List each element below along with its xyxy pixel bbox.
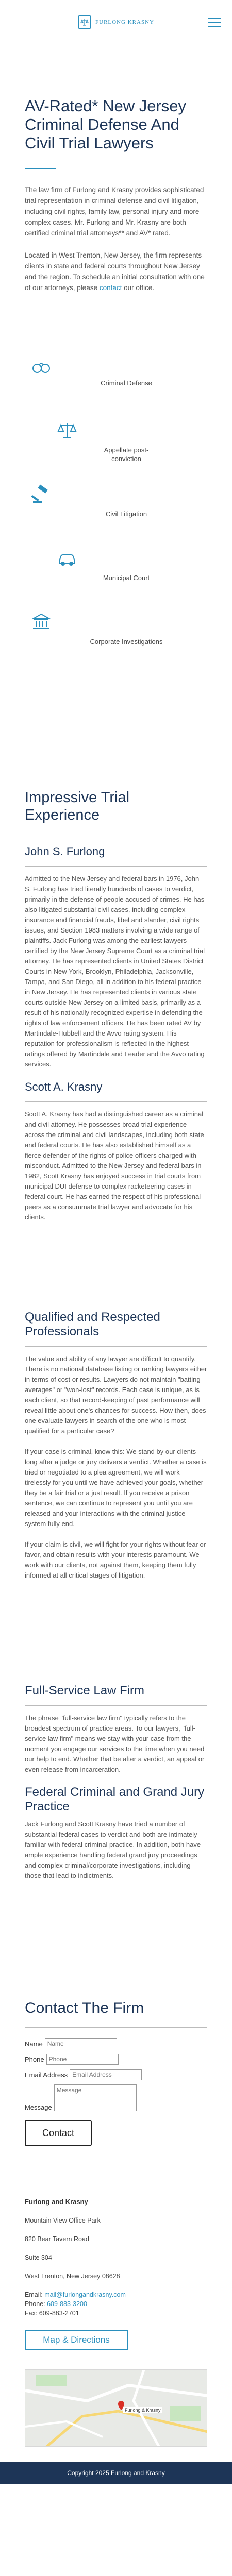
hero-paragraph-1: The law firm of Furlong and Krasny provides sophisticated trial representation in criminal defense and civil litigation, including civil rights, family law, personal injury and more complex cases. Mr. Furlong and Mr. Krasny are both certified criminal trial attorneys** and AV* rated.	[25, 186, 204, 237]
email-label: Email Address	[25, 2071, 68, 2079]
divider	[25, 1346, 207, 1347]
gavel-icon	[31, 484, 52, 504]
contact-title: Contact The Firm	[25, 1999, 144, 2016]
practice-label: Corporate Investigations	[90, 638, 163, 646]
message-label: Message	[25, 2104, 52, 2111]
qualified-section	[0, 1253, 232, 1612]
name-row	[25, 2038, 207, 2049]
practice-label: Criminal Defense	[101, 379, 152, 387]
federal-practice-title: Federal Criminal and Grand Jury Practice	[25, 1785, 205, 1814]
divider	[25, 866, 207, 867]
practice-item-corporate-investigations[interactable]	[21, 612, 211, 658]
qualified-title: Qualified and Respected Professionals	[25, 1310, 160, 1338]
qualified-paragraph-3: If your claim is civil, we will fight for your rights without fear or favor, and obtain results with your interests paramount. We work with our clients, not against them, keeping them fully informed at all critical stages of litigation.	[25, 1540, 206, 1579]
fax-line	[25, 2309, 207, 2318]
car-icon	[57, 548, 77, 568]
trial-experience-section	[0, 706, 232, 1253]
email-line	[25, 2290, 207, 2299]
location-map[interactable]	[25, 2369, 207, 2447]
name-label: Name	[25, 2040, 43, 2048]
scales-icon	[57, 420, 77, 440]
trial-title: Impressive Trial Experience	[25, 789, 130, 823]
hero-divider	[25, 168, 56, 169]
phone-label: Phone	[25, 2055, 44, 2063]
firm-name: Furlong and Krasny	[25, 2198, 88, 2206]
practice-areas	[0, 325, 232, 706]
full-service-paragraph-1: The phrase "full-service law firm" typically refers to the broadest spectrum of practice areas. To our lawyers, "full-service law firm" means we stay with your case from the moment you engage our services to the time when you need our help to end. Whether that be after a verdict, an appeal or even release from incarceration.	[25, 1714, 205, 1773]
fax-text-label: Fax:	[25, 2310, 39, 2317]
hero-title: AV-Rated* New Jersey Criminal Defense And Civil Trial Lawyers	[25, 97, 186, 152]
message-row	[25, 2084, 207, 2111]
federal-practice-paragraph: Jack Furlong and Scott Krasny have tried a number of substantial federal cases to verdict and both are intimately familiar with federal criminal practice. In addition, both have ample experience handling federal grand jury proceedings and complex criminal/corporate investigations, including those that lead to indictments.	[25, 1820, 201, 1879]
qualified-paragraph-1: The value and ability of any lawyer are difficult to quantify. There is no national database listing or ranking lawyers either in terms of cost or results. Lawyers do not maintain "batting averages" or "won-lost" records. Each case is unique, as is each client, so that record-keeping of past performance will reveal little about one's chances for success. How then, does one evaluate lawyers in search of the one who is most qualified for a particular case?	[25, 1355, 207, 1435]
building-icon	[31, 612, 52, 632]
hero-paragraph-2-text: Located in West Trenton, New Jersey, the firm represents clients in state and federal courts throughout New Jersey and the region. To schedule an initial consultation with one of our attorneys, please	[25, 251, 205, 292]
logo-scales-icon	[78, 15, 91, 29]
address-line-1: Mountain View Office Park	[25, 2217, 101, 2224]
attorney-krasny	[25, 1080, 207, 1223]
qualified-paragraph-2: If your case is criminal, know this: We stand by our clients long after a judge or jury delivers a verdict. Whether a case is tried or negotiated to a plea agreement, we will work tirelessly for you until we have achieved your goals, whether they be a fair trial or a just result. If you receive a prison sentence, we can continue to represent you until you are released and your interactions with the criminal justice system fully end.	[25, 1448, 207, 1528]
site-logo[interactable]	[77, 14, 155, 30]
phone-link[interactable]: 609-883-3200	[47, 2300, 87, 2308]
handcuffs-icon	[31, 356, 52, 377]
address-line-2: 820 Bear Tavern Road	[25, 2235, 89, 2243]
hero-section	[0, 45, 232, 325]
divider	[25, 2027, 207, 2028]
address-block	[0, 2162, 232, 2360]
address-line-4: West Trenton, New Jersey 08628	[25, 2273, 120, 2280]
contact-link[interactable]: contact	[99, 284, 122, 292]
phone-line	[25, 2299, 207, 2309]
practice-item-criminal-defense[interactable]	[21, 356, 211, 402]
divider	[25, 1705, 207, 1706]
contact-section	[0, 1912, 232, 2162]
divider	[25, 1101, 207, 1102]
site-header	[0, 0, 232, 45]
phone-row	[25, 2054, 207, 2065]
map-pin-label: Furlong & Krasny	[123, 2407, 162, 2413]
map-directions-button[interactable]: Map & Directions	[25, 2330, 128, 2350]
phone-text-label: Phone:	[25, 2300, 47, 2308]
hero-paragraph-2-tail: our office.	[122, 284, 155, 292]
attorney-bio: Admitted to the New Jersey and federal bars in 1976, John S. Furlong has tried literally hundreds of cases to verdict, primarily in the defense of people accused of crimes. He has also litigated substantial civil cases, including complex insurance and financial frauds, libel and slander, civil rights issues, and Section 1983 matters involving a wide range of plaintiffs. Jack Furlong was among the earliest lawyers certified by the New Jersey Supreme Court as a criminal trial attorney. He has represented clients in United States District Courts in New York, Brooklyn, Philadelphia, Jacksonville, Tampa, and San Diego, all in addition to his federal practice in New Jersey. He has represented clients in various state courts outside New Jersey on a limited basis, primarily as a result of his nationally recognized expertise in defending the rights of law enforcement officers. He has been rated AV by Martindale-Hubbell and the Avvo rating system. His reputation for professionalism is reflected in the highest ratings offered by Martindale and Leader and the Avvo rating services.	[25, 875, 205, 1068]
practice-item-civil-litigation[interactable]	[21, 484, 211, 530]
contact-submit-button[interactable]: Contact	[25, 2120, 92, 2146]
email-input[interactable]	[70, 2069, 142, 2080]
email-link[interactable]: mail@furlongandkrasny.com	[44, 2291, 126, 2298]
full-service-section	[0, 1612, 232, 1912]
email-row	[25, 2069, 207, 2080]
hero-paragraph-2	[25, 250, 207, 293]
attorney-name: John S. Furlong	[25, 845, 105, 858]
copyright-text: Copyright 2025 Furlong and Krasny	[67, 2469, 165, 2477]
message-textarea[interactable]	[54, 2084, 137, 2111]
site-footer	[0, 2462, 232, 2484]
practice-label: Municipal Court	[103, 574, 150, 582]
address-line-3: Suite 304	[25, 2254, 52, 2261]
practice-item-municipal-court[interactable]	[21, 548, 211, 594]
practice-label: Civil Litigation	[105, 510, 147, 518]
logo-text: FURLONG KRASNY	[95, 19, 154, 25]
attorney-furlong	[25, 844, 207, 1070]
full-service-title: Full-Service Law Firm	[25, 1684, 145, 1698]
email-text-label: Email:	[25, 2291, 45, 2298]
practice-item-appellate[interactable]	[21, 420, 211, 466]
fax-number: 609-883-2701	[39, 2310, 79, 2317]
attorney-name: Scott A. Krasny	[25, 1080, 103, 1093]
practice-label: Appellate post-conviction	[104, 446, 149, 463]
phone-input[interactable]	[46, 2054, 119, 2065]
attorney-bio: Scott A. Krasny has had a distinguished career as a criminal and civil attorney. He possesses broad trial experience across the criminal and civil landscapes, including both state and federal courts. He has also established himself as a fierce defender of the rights of police officers charged with misconduct. Admitted to the New Jersey and federal bars in 1982, Scott Krasny has enjoyed success in trial courts from municipal DUI defense to complex racketeering cases in federal court. He has earned the respect of his professional peers as a consummate trial lawyer and advocate for his clients.	[25, 1110, 204, 1221]
name-input[interactable]	[45, 2038, 117, 2049]
hamburger-menu-icon[interactable]	[208, 18, 221, 27]
